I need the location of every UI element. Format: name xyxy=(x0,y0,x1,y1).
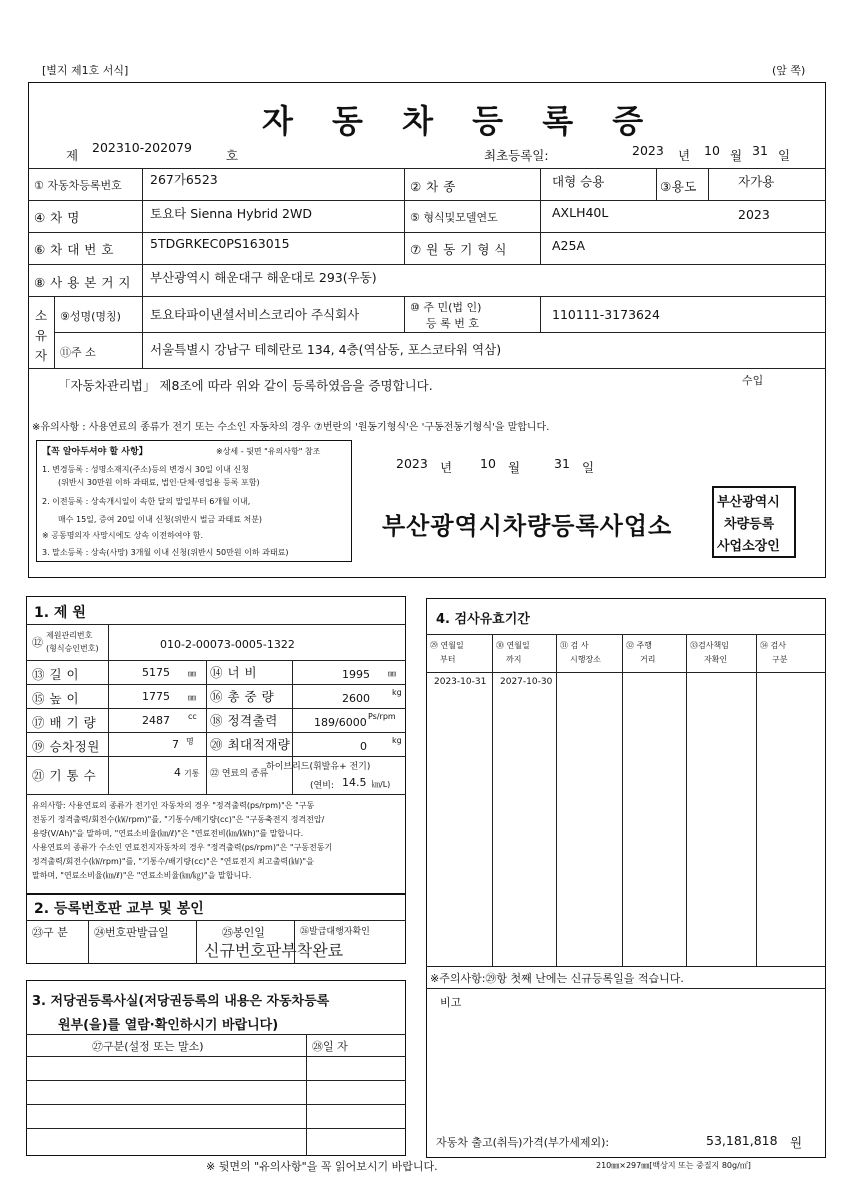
security-title-1: 3. 저당권등록사실(저당권등록의 내용은 자동차등록 xyxy=(32,994,330,1009)
specs-note-4: 사용연료의 종류가 수소인 연료전지자동차의 경우 "정격출력(ps/rpm)"은 "구동전동기 xyxy=(32,843,333,852)
plate-h-category: ㉓구 분 xyxy=(32,926,68,939)
value-vehicle-name: 토요타 Sienna Hybrid 2WD xyxy=(150,206,312,221)
value-owner-address: 서울특별시 강남구 테헤란로 134, 4층(역삼동, 포스코타워 역삼) xyxy=(150,342,502,357)
spec-label-displacement: ⑰ 배 기 량 xyxy=(32,715,97,730)
spec-value-mgmt: 010-2-00073-0005-1322 xyxy=(160,638,295,651)
official-seal xyxy=(712,486,796,558)
specs-note-5: 정격출력/회전수(㎾/rpm)"를, "기통수/배기량(cc)"은 "연료전지 최고출력(㎾)"을 xyxy=(32,857,314,866)
value-model-code: AXLH40L xyxy=(552,205,609,220)
spec-value-length: 5175 xyxy=(142,666,170,679)
label-engine-type: ⑦ 원 동 기 형 식 xyxy=(410,242,507,257)
value-owner-name: 토요타파이낸셜서비스코리아 주식회사 xyxy=(150,307,360,322)
issue-day-unit: 일 xyxy=(582,460,595,475)
first-reg-month: 10 xyxy=(704,143,720,158)
first-reg-day-unit: 일 xyxy=(778,148,791,163)
must-know-line-4: 매수 15일, 증여 20일 이내 신청(위반시 벌금 과태료 처분) xyxy=(58,515,263,524)
spec-unit-efficiency: ㎞/L) xyxy=(372,780,391,789)
insp-row1-to: 2027-10-30 xyxy=(500,677,553,687)
specs-note-6: 말하며, "연료소비율(㎞/ℓ)"은 "연료소비율(㎞/㎏)"을 말합니다. xyxy=(32,871,252,880)
footer-paper: 210㎜×297㎜[백상지 또는 중질지 80g/㎡] xyxy=(596,1161,751,1170)
spec-unit-power: Ps/rpm xyxy=(368,712,396,721)
spec-value-height: 1775 xyxy=(142,690,170,703)
spec-value-efficiency: 14.5 xyxy=(342,776,367,789)
spec-label-length: ⑬ 길 이 xyxy=(32,667,80,682)
spec-label-fuel: ㉒ 연료의 종류 xyxy=(210,769,269,779)
security-title-2: 원부(을)를 열람·확인하시기 바랍니다) xyxy=(58,1018,279,1033)
first-reg-month-unit: 월 xyxy=(730,148,743,163)
spec-value-cylinders: 4 xyxy=(174,766,181,779)
label-corp-no-1: ⑩ 주 민(법 인) xyxy=(410,301,482,314)
insp-h-from-1: ㉙ 연월일 xyxy=(430,641,464,650)
spec-label-width: ⑭ 너 비 xyxy=(210,665,258,680)
spec-label-mgmt-2: (형식승인번호) xyxy=(46,644,99,653)
insp-h-kind-2: 구분 xyxy=(772,655,788,664)
seal-line-1: 부산광역시 xyxy=(717,495,780,510)
label-vin: ⑥ 차 대 번 호 xyxy=(34,242,114,257)
spec-label-seats: ⑲ 승차정원 xyxy=(32,739,100,754)
plate-h-issue-date: ㉔번호판발급일 xyxy=(94,926,169,939)
insp-h-mileage-1: ㉜ 주행 xyxy=(626,641,652,650)
insp-h-place-2: 시행장소 xyxy=(570,655,601,664)
value-reg-no: 267가6523 xyxy=(150,172,218,187)
footer-note: ※ 뒷면의 "유의사항"을 꼭 읽어보시기 바랍니다. xyxy=(206,1160,438,1173)
price-value: 53,181,818 xyxy=(706,1133,778,1148)
label-corp-no-2: 등 록 번 호 xyxy=(426,317,479,330)
seal-line-2: 차량등록 xyxy=(724,517,775,532)
must-know-line-5: ※ 공동명의자 사망시에도 상속 이전하여야 함. xyxy=(42,531,204,540)
spec-unit-cylinders: 기통 xyxy=(184,769,200,778)
label-owner-address: ⑪주 소 xyxy=(60,346,96,359)
seal-line-3: 사업소장인 xyxy=(717,539,780,554)
spec-label-max-load: ⑳ 최대적재량 xyxy=(210,737,291,752)
issue-year-unit: 년 xyxy=(440,460,453,475)
spec-value-fuel: 하이브리드(휘발유+ 전기) xyxy=(266,762,371,772)
spec-value-width: 1995 xyxy=(342,668,370,681)
insp-h-mileage-2: 거리 xyxy=(640,655,656,664)
price-unit: 원 xyxy=(790,1135,803,1150)
insp-h-to-2: 까지 xyxy=(506,655,522,664)
must-know-line-6: 3. 말소등록 : 상속(사망) 3개월 이내 신청(위반시 50만원 이하 과태료) xyxy=(42,548,289,557)
first-reg-year: 2023 xyxy=(632,143,664,158)
must-know-line-3: 2. 이전등록 : 상속개시일이 속한 달의 말일부터 6개월 이내, xyxy=(42,497,251,506)
inspection-title: 4. 검사유효기간 xyxy=(436,612,530,627)
label-owner-name: ⑨성명(명칭) xyxy=(60,310,121,323)
label-base-location: ⑧ 사 용 본 거 지 xyxy=(34,275,131,290)
spec-unit-gross-weight: kg xyxy=(392,688,402,697)
notice-main: ※유의사항 : 사용연료의 종류가 전기 또는 수소인 자동차의 경우 ⑦번란의 '원동기형식'은 '구동전동기형식'을 말합니다. xyxy=(32,422,550,433)
must-know-title: 【꼭 알아두셔야 할 사항】 xyxy=(42,447,148,457)
fee-stamp-label: 수입 xyxy=(742,374,764,387)
spec-label-cylinders: ㉑ 기 통 수 xyxy=(32,768,97,783)
document-title: 자 동 차 등 록 증 xyxy=(262,102,658,140)
issue-month-unit: 월 xyxy=(508,460,521,475)
insp-h-inspector-2: 자확인 xyxy=(704,655,728,664)
insp-row1-from: 2023-10-31 xyxy=(434,677,487,687)
spec-unit-length: ㎜ xyxy=(188,669,196,678)
value-model-year: 2023 xyxy=(738,207,770,222)
label-reg-no: ① 자동차등록번호 xyxy=(34,179,122,192)
value-vin: 5TDGRKEC0PS163015 xyxy=(150,236,290,251)
specs-note-3: 용량(V/Ah)"을 말하며, "연료소비율(㎞/ℓ)"은 "연료전비(㎞/㎾h)"를 말합니다. xyxy=(32,829,304,838)
spec-label-gross-weight: ⑯ 총 중 량 xyxy=(210,689,275,704)
specs-title: 1. 제 원 xyxy=(34,605,86,621)
spec-label-height: ⑮ 높 이 xyxy=(32,691,80,706)
value-vehicle-type: 대형 승용 xyxy=(552,174,605,189)
spec-label-mgmt-1: 제원관리번호 xyxy=(46,631,93,640)
value-usage: 자가용 xyxy=(738,174,775,189)
spec-unit-height: ㎜ xyxy=(188,693,196,702)
spec-label-power: ⑱ 정격출력 xyxy=(210,713,278,728)
spec-unit-displacement: cc xyxy=(188,712,197,721)
first-reg-label: 최초등록일: xyxy=(484,148,549,163)
spec-label-idx: ⑫ xyxy=(32,636,43,649)
label-usage: ③용도 xyxy=(660,179,697,194)
insp-h-to-1: ㉚ 연월일 xyxy=(496,641,530,650)
certify-text: 「자동차관리법」 제8조에 따라 위와 같이 등록하였음을 증명합니다. xyxy=(58,378,433,393)
inspection-note: ※주의사항:㉙항 첫째 난에는 신규등록일을 적습니다. xyxy=(430,972,684,985)
spec-value-displacement: 2487 xyxy=(142,714,170,727)
spec-value-max-load: 0 xyxy=(360,740,367,753)
plate-stamp-text: 신규번호판부착완료 xyxy=(204,941,344,960)
security-h-type: ㉗구분(설정 또는 말소) xyxy=(92,1040,204,1053)
value-engine-type: A25A xyxy=(552,238,586,253)
value-base-location: 부산광역시 해운대구 해운대로 293(우동) xyxy=(150,270,377,285)
spec-label-efficiency: (연비: xyxy=(310,781,334,791)
plate-h-agent: ㉖발급대행자확인 xyxy=(300,927,370,937)
label-vehicle-type: ② 차 종 xyxy=(410,179,456,194)
first-reg-year-unit: 년 xyxy=(678,148,691,163)
must-know-ref: ※상세 - 뒷면 "유의사항" 참조 xyxy=(216,447,321,456)
spec-unit-max-load: kg xyxy=(392,736,402,745)
page-side: (앞 쪽) xyxy=(772,64,806,77)
insp-h-kind-1: ㉞ 검사 xyxy=(760,641,786,650)
reg-number: 202310-202079 xyxy=(92,140,192,155)
first-reg-day: 31 xyxy=(752,143,768,158)
spec-value-gross-weight: 2600 xyxy=(342,692,370,705)
form-number: [별지 제1호 서식] xyxy=(42,64,129,77)
price-label: 자동차 출고(취득)가격(부가세제외): xyxy=(436,1136,610,1149)
reg-suffix: 호 xyxy=(226,148,239,163)
owner-side-3: 자 xyxy=(35,348,48,363)
issue-month: 10 xyxy=(480,456,496,471)
insp-h-inspector-1: ㉝검사책임 xyxy=(690,641,729,650)
must-know-line-2: (위반시 30만원 이하 과태료, 법인·단체·영업용 등록 포함) xyxy=(58,478,260,487)
plate-h-seal-date: ㉕봉인일 xyxy=(222,926,265,939)
remarks-label: 비고 xyxy=(440,996,462,1009)
label-vehicle-name: ④ 차 명 xyxy=(34,210,80,225)
must-know-line-1: 1. 변경등록 : 성명소재지(주소)등의 변경시 30일 이내 신청 xyxy=(42,465,249,474)
issue-day: 31 xyxy=(554,456,570,471)
issue-year: 2023 xyxy=(396,456,428,471)
security-h-date: ㉘일 자 xyxy=(312,1040,348,1053)
owner-side-1: 소 xyxy=(35,308,48,323)
insp-h-place-1: ㉛ 검 사 xyxy=(560,641,589,650)
spec-value-power: 189/6000 xyxy=(314,716,367,729)
issuing-office: 부산광역시차량등록사업소 xyxy=(382,512,673,540)
specs-note-1: 유의사항: 사용연료의 종류가 전기인 자동차의 경우 "정격출력(ps/rpm)"은 "구동 xyxy=(32,801,315,810)
specs-note-2: 전동기 정격출력/회전수(㎾/rpm)"를, "기통수/배기량(cc)"은 "구동축전지 정격전압/ xyxy=(32,815,325,824)
spec-unit-width: ㎜ xyxy=(388,669,396,678)
spec-unit-seats: 명 xyxy=(186,737,194,746)
value-corp-no: 110111-3173624 xyxy=(552,307,660,322)
owner-side-2: 유 xyxy=(35,328,48,343)
reg-prefix: 제 xyxy=(66,148,79,163)
spec-value-seats: 7 xyxy=(172,738,179,751)
insp-h-from-2: 부터 xyxy=(440,655,456,664)
plate-title: 2. 등록번호판 교부 및 봉인 xyxy=(34,901,204,917)
label-model-year: ⑤ 형식및모델연도 xyxy=(410,211,498,224)
